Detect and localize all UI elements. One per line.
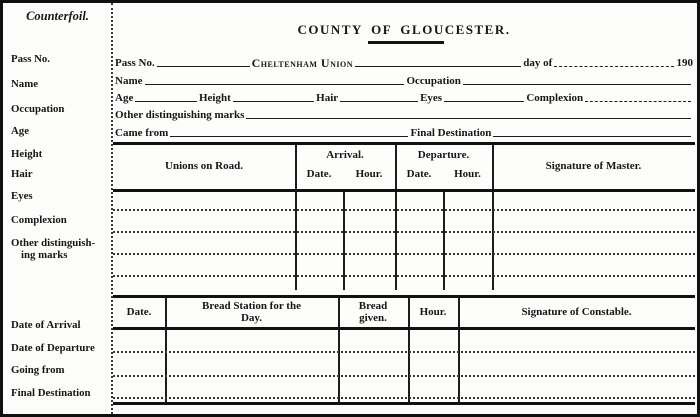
pass-no-label: Pass No. <box>115 57 155 69</box>
counterfoil-label-age: Age <box>11 125 29 137</box>
fill-line <box>145 84 405 85</box>
table-row <box>113 375 695 377</box>
column-divider <box>338 298 340 402</box>
col-header-signature-master: Signature of Master. <box>545 160 642 172</box>
fill-line <box>170 136 408 137</box>
bread-table <box>113 295 695 405</box>
eyes-label: Eyes <box>420 92 443 104</box>
height-label: Height <box>198 92 231 104</box>
counterfoil-title: Counterfoil. <box>26 9 89 23</box>
counterfoil-label-pass-no: Pass No. <box>11 53 50 65</box>
counterfoil-label-going-from: Going from <box>11 364 65 376</box>
counterfoil-label-hair: Hair <box>11 168 33 180</box>
form-line-came-from <box>115 125 693 139</box>
col-header-departure-hour: Hour. <box>454 168 481 180</box>
col-header-bread-station: Bread Station for the Day. <box>202 300 301 324</box>
year-prefix: 190 <box>676 57 693 69</box>
occupation-label: Occupation <box>406 75 461 87</box>
table-row <box>113 209 695 211</box>
hair-label: Hair <box>316 92 339 104</box>
header-bottom-border <box>113 189 695 192</box>
table-row <box>113 231 695 233</box>
form-line-pass-no <box>115 55 693 69</box>
union-name: Cheltenham Union <box>251 56 353 70</box>
page-title: COUNTY OF GLOUCESTER. <box>297 22 511 37</box>
table-row <box>113 351 695 353</box>
header-bottom-border <box>113 327 695 330</box>
day-of-label: day of <box>523 57 553 69</box>
table-top-border <box>113 142 695 145</box>
col-header-hour: Hour. <box>419 306 447 318</box>
counterfoil-label-final-destination: Final Destination <box>11 387 91 399</box>
counterfoil-label-complexion: Complexion <box>11 214 67 226</box>
table-row <box>113 397 695 399</box>
counterfoil-label-date-departure: Date of Departure <box>11 342 95 354</box>
counterfoil-label-occupation: Occupation <box>11 103 65 115</box>
fill-line <box>444 101 524 102</box>
form-line-other-marks <box>115 107 693 121</box>
fill-line <box>233 101 314 102</box>
col-header-arrival-hour: Hour. <box>355 168 383 180</box>
other-marks-label: Other distinguishing marks <box>115 109 245 121</box>
fill-line <box>157 66 250 67</box>
table-bottom-border <box>113 402 695 405</box>
complexion-label: Complexion <box>526 92 584 104</box>
counterfoil-label-other-marks-1: Other distinguish- <box>11 237 96 249</box>
table-row <box>113 253 695 255</box>
counterfoil-label-eyes: Eyes <box>11 190 33 202</box>
table-row <box>113 275 695 277</box>
col-header-signature-constable: Signature of Constable. <box>521 306 632 318</box>
col-header-departure: Departure. <box>417 149 470 161</box>
counterfoil-label-other-marks-2: ing marks <box>21 249 68 261</box>
fill-line <box>135 101 197 102</box>
counterfoil-label-name: Name <box>11 78 38 90</box>
fill-line <box>585 101 691 102</box>
fill-line <box>340 101 418 102</box>
fill-line <box>355 66 521 67</box>
route-table <box>113 142 695 290</box>
counterfoil-label-height: Height <box>11 148 43 160</box>
form-line-description <box>115 90 693 104</box>
fill-line <box>554 66 674 67</box>
col-header-arrival: Arrival. <box>326 149 364 161</box>
table-top-border <box>113 295 695 298</box>
col-header-date: Date. <box>126 306 152 318</box>
column-divider <box>165 298 167 402</box>
col-header-unions-on-road: Unions on Road. <box>165 160 243 172</box>
form-line-name <box>115 73 693 87</box>
fill-line <box>246 118 691 119</box>
col-header-bread-given: Bread given. <box>358 300 388 324</box>
age-label: Age <box>115 92 134 104</box>
col-header-arrival-date: Date. <box>306 168 332 180</box>
fill-line <box>463 84 691 85</box>
final-destination-label: Final Destination <box>410 127 492 139</box>
came-from-label: Came from <box>115 127 169 139</box>
counterfoil-label-date-arrival: Date of Arrival <box>11 319 81 331</box>
fill-line <box>493 136 691 137</box>
col-header-departure-date: Date. <box>406 168 432 180</box>
name-label: Name <box>115 75 143 87</box>
title-underline <box>368 41 444 44</box>
